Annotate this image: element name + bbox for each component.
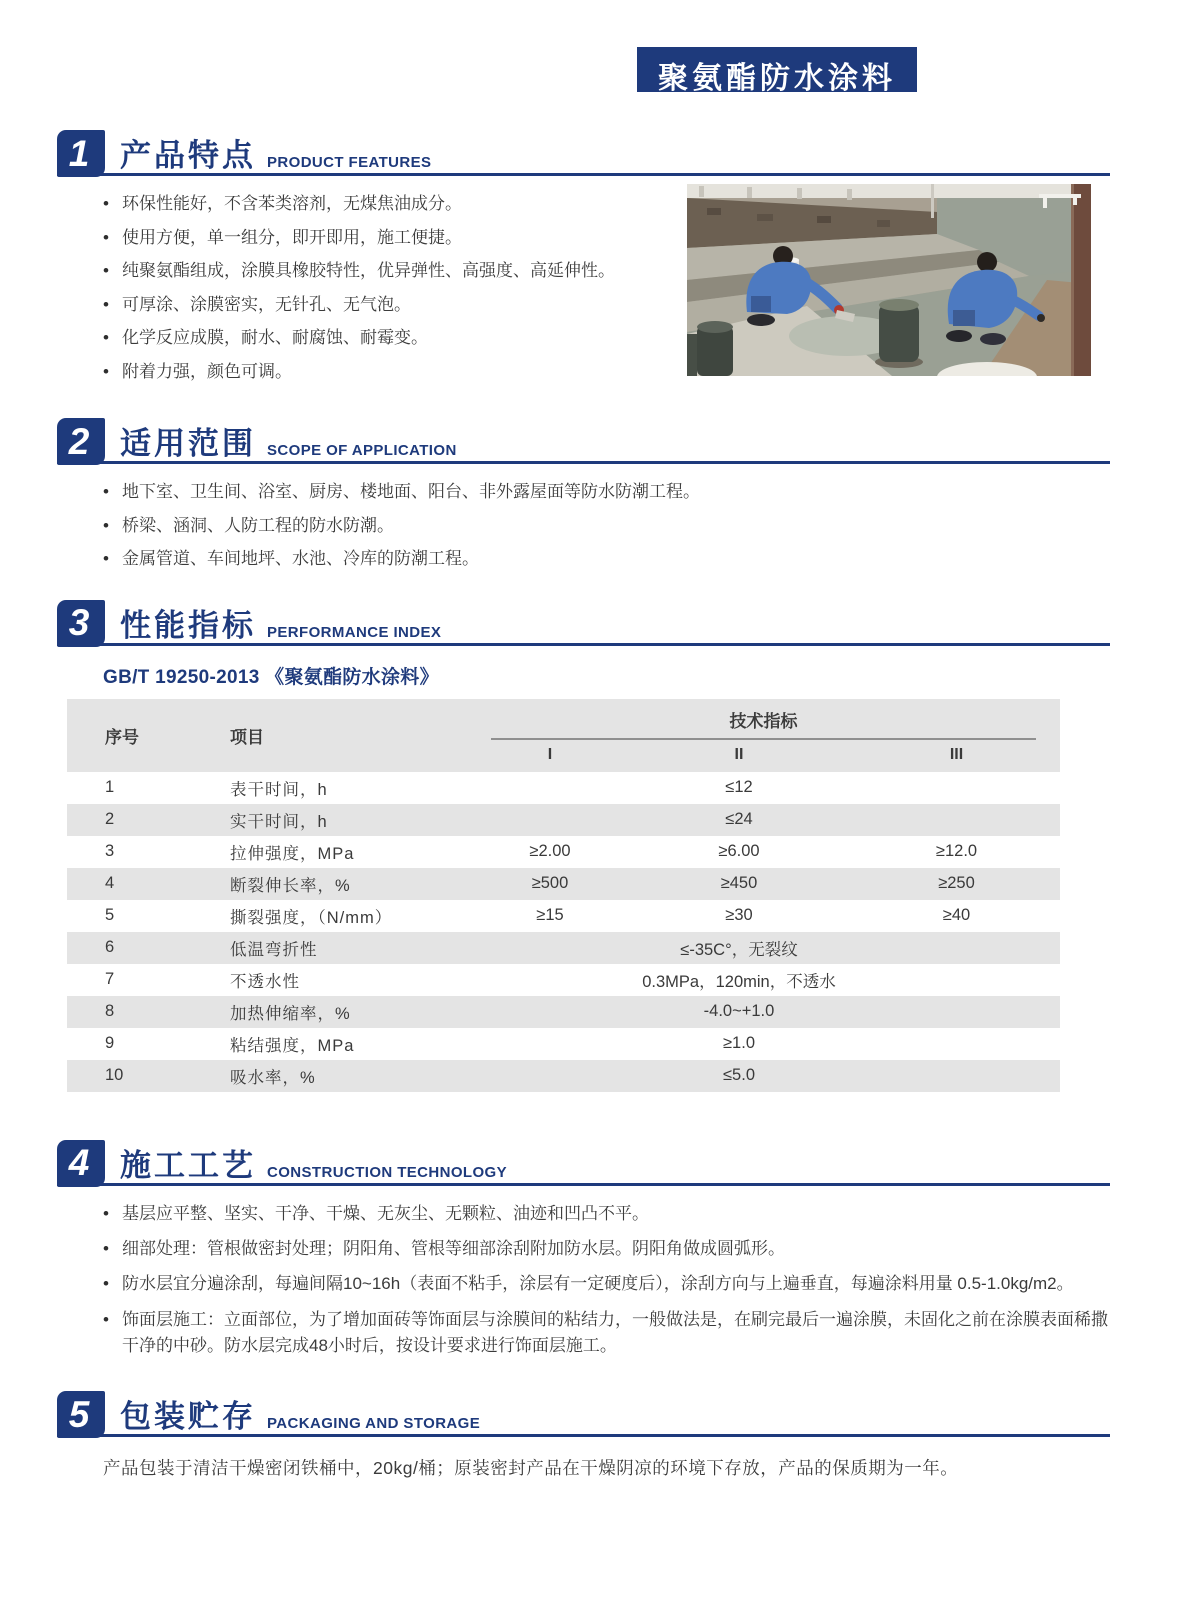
- list-item: [103, 258, 703, 284]
- section-4-body: [57, 1186, 1110, 1360]
- list-item-text: 使用方便，单一组分，即开即用，施工便捷。: [122, 227, 462, 247]
- bullet-icon: [103, 1307, 122, 1360]
- list-item: [103, 191, 703, 217]
- section-4-number: 4: [57, 1140, 105, 1187]
- list-item-text: 地下室、卫生间、浴室、厨房、楼地面、阳台、非外露屋面等防水防潮工程。: [122, 482, 700, 501]
- list-item: [103, 1271, 1110, 1297]
- list-item: [103, 292, 703, 318]
- section-5-title: 包装贮存: [120, 1399, 256, 1435]
- photo-barrel: [879, 304, 919, 362]
- section-2-number: 2: [57, 418, 105, 465]
- table-row: 3 拉伸强度，MPa ≥2.00 ≥6.00 ≥12.0: [105, 842, 978, 863]
- section-5-subtitle: PACKAGING AND STORAGE: [267, 1415, 481, 1433]
- list-item: [103, 1201, 1110, 1227]
- list-item: [103, 1307, 1110, 1360]
- list-item-text: 基层应平整、坚实、干净、干燥、无灰尘、无颗粒、油迹和凹凸不平。: [122, 1203, 649, 1223]
- section-2-header: [57, 418, 1110, 464]
- bullet-icon: [103, 513, 122, 539]
- list-item-text: 附着力强，颜色可调。: [122, 361, 292, 381]
- section-3-number: 3: [57, 600, 105, 647]
- section-3-header: [57, 600, 1110, 646]
- bullet-icon: [103, 258, 122, 284]
- list-item-text: 化学反应成膜，耐水、耐腐蚀、耐霉变。: [122, 328, 428, 347]
- list-item-text: 防水层宜分遍涂刮，每遍间隔10~16h（表面不粘手，涂层有一定硬度后），涂刮方向与上遍垂直，每遍涂料用量 0.5-1.0kg/m2。: [122, 1274, 1074, 1294]
- list-item: [103, 359, 703, 385]
- section-scope-of-application: [57, 418, 1110, 572]
- section-4-title: 施工工艺: [120, 1147, 256, 1183]
- section-1-header: [57, 130, 1110, 176]
- bullet-icon: [103, 1271, 122, 1297]
- list-item-text: 饰面层施工：立面部位，为了增加面砖等饰面层与涂膜间的粘结力，一般做法是，在刷完最后一遍涂膜，未固化之前在涂膜表面稀撒干净的中砂。防水层完成48小时后，按设计要求进行饰面层施工。: [122, 1309, 1108, 1355]
- section-2-body: [57, 464, 1110, 572]
- section-2-title: 适用范围: [120, 426, 256, 461]
- packaging-storage-text: 产品包装于清洁干燥密闭铁桶中，20kg/桶；原装密封产品在干燥阴凉的环境下存放，产品的保质期为一年。: [103, 1458, 959, 1479]
- table-header: [67, 699, 1060, 772]
- section-3-title: 性能指标: [120, 607, 256, 643]
- list-item: [103, 546, 1110, 572]
- bullet-icon: [103, 292, 122, 318]
- bullet-icon: [103, 359, 122, 385]
- list-item-text: 可厚涂、涂膜密实，无针孔、无气泡。: [122, 294, 411, 314]
- table-row: 1 表干时间，h ≤12: [105, 778, 753, 799]
- bullet-icon: [103, 325, 122, 351]
- photo-barrel: [697, 326, 733, 376]
- section-1-subtitle: PRODUCT FEATURES: [267, 154, 432, 171]
- section-4-header: [57, 1140, 1110, 1186]
- standard-reference: GB/T 19250-2013 《聚氨酯防水涂料》: [103, 666, 439, 688]
- list-item: [103, 325, 703, 351]
- list-item-text: 细部处理：管根做密封处理；阴阳角、管根等细部涂刮附加防水层。阴阳角做成圆弧形。: [122, 1238, 785, 1258]
- photo-pole: [931, 184, 934, 218]
- list-item: [103, 1236, 1110, 1262]
- table-row: 7 不透水性 0.3MPa，120min，不透水: [105, 970, 836, 991]
- section-packaging-storage: [57, 1391, 1110, 1480]
- section-1-body: [57, 176, 1110, 404]
- table-row: 6 低温弯折性 ≤-35C°，无裂纹: [67, 932, 1060, 964]
- list-item: [103, 513, 1110, 539]
- table-row: 2 实干时间，h ≤24: [67, 804, 1060, 836]
- table-row: 5 撕裂强度，（N/mm） ≥15 ≥30 ≥40: [105, 906, 971, 927]
- bullet-icon: [103, 1236, 122, 1262]
- table-row: 9 粘结强度，MPa ≥1.0: [105, 1034, 755, 1055]
- table-row: 4 断裂伸长率，% ≥500 ≥450 ≥250: [67, 868, 1060, 900]
- section-4-subtitle: CONSTRUCTION TECHNOLOGY: [267, 1163, 508, 1181]
- column-header-level-3: III: [949, 745, 964, 763]
- column-header-index: 序号: [105, 727, 139, 747]
- section-product-features: [57, 130, 1110, 404]
- list-item: [103, 479, 1110, 505]
- list-item-text: 环保性能好，不含苯类溶剂，无煤焦油成分。: [122, 194, 462, 213]
- list-item: [103, 225, 703, 251]
- list-item-text: 纯聚氨酯组成，涂膜具橡胶特性，优异弹性、高强度、高延伸性。: [122, 261, 615, 280]
- column-header-tech-label: 技术指标: [491, 707, 1036, 740]
- bullet-icon: [103, 225, 122, 251]
- section-2-subtitle: SCOPE OF APPLICATION: [267, 442, 457, 459]
- section-1-number: 1: [57, 130, 105, 177]
- performance-table: [67, 699, 1060, 1092]
- section-5-header: [57, 1391, 1110, 1437]
- column-header-level-1: I: [547, 745, 553, 763]
- table-row: 10 吸水率，% ≤5.0: [67, 1060, 1060, 1092]
- table-row: 8 加热伸缩率，% -4.0~+1.0: [67, 996, 1060, 1028]
- column-header-tech: [475, 699, 1060, 740]
- bullet-icon: [103, 479, 122, 505]
- bullet-icon: [103, 191, 122, 217]
- column-header-item: 项目: [230, 727, 264, 747]
- section-5-number: 5: [57, 1391, 105, 1438]
- content-column: [57, 0, 1110, 1480]
- section-performance-index: [57, 600, 1110, 1092]
- workers-applying-waterproof-coating-photo: [687, 184, 1091, 376]
- section-construction-technology: [57, 1140, 1110, 1360]
- section-3-subtitle: PERFORMANCE INDEX: [267, 623, 442, 641]
- list-item-text: 金属管道、车间地坪、水池、冷库的防潮工程。: [122, 549, 479, 568]
- page-title: 聚氨酯防水涂料: [637, 47, 917, 92]
- bullet-icon: [103, 546, 122, 572]
- list-item-text: 桥梁、涵洞、人防工程的防水防潮。: [122, 515, 394, 535]
- section-1-title: 产品特点: [120, 138, 256, 173]
- feature-list: [103, 191, 703, 384]
- bullet-icon: [103, 1201, 122, 1227]
- column-header-level-2: II: [734, 745, 744, 763]
